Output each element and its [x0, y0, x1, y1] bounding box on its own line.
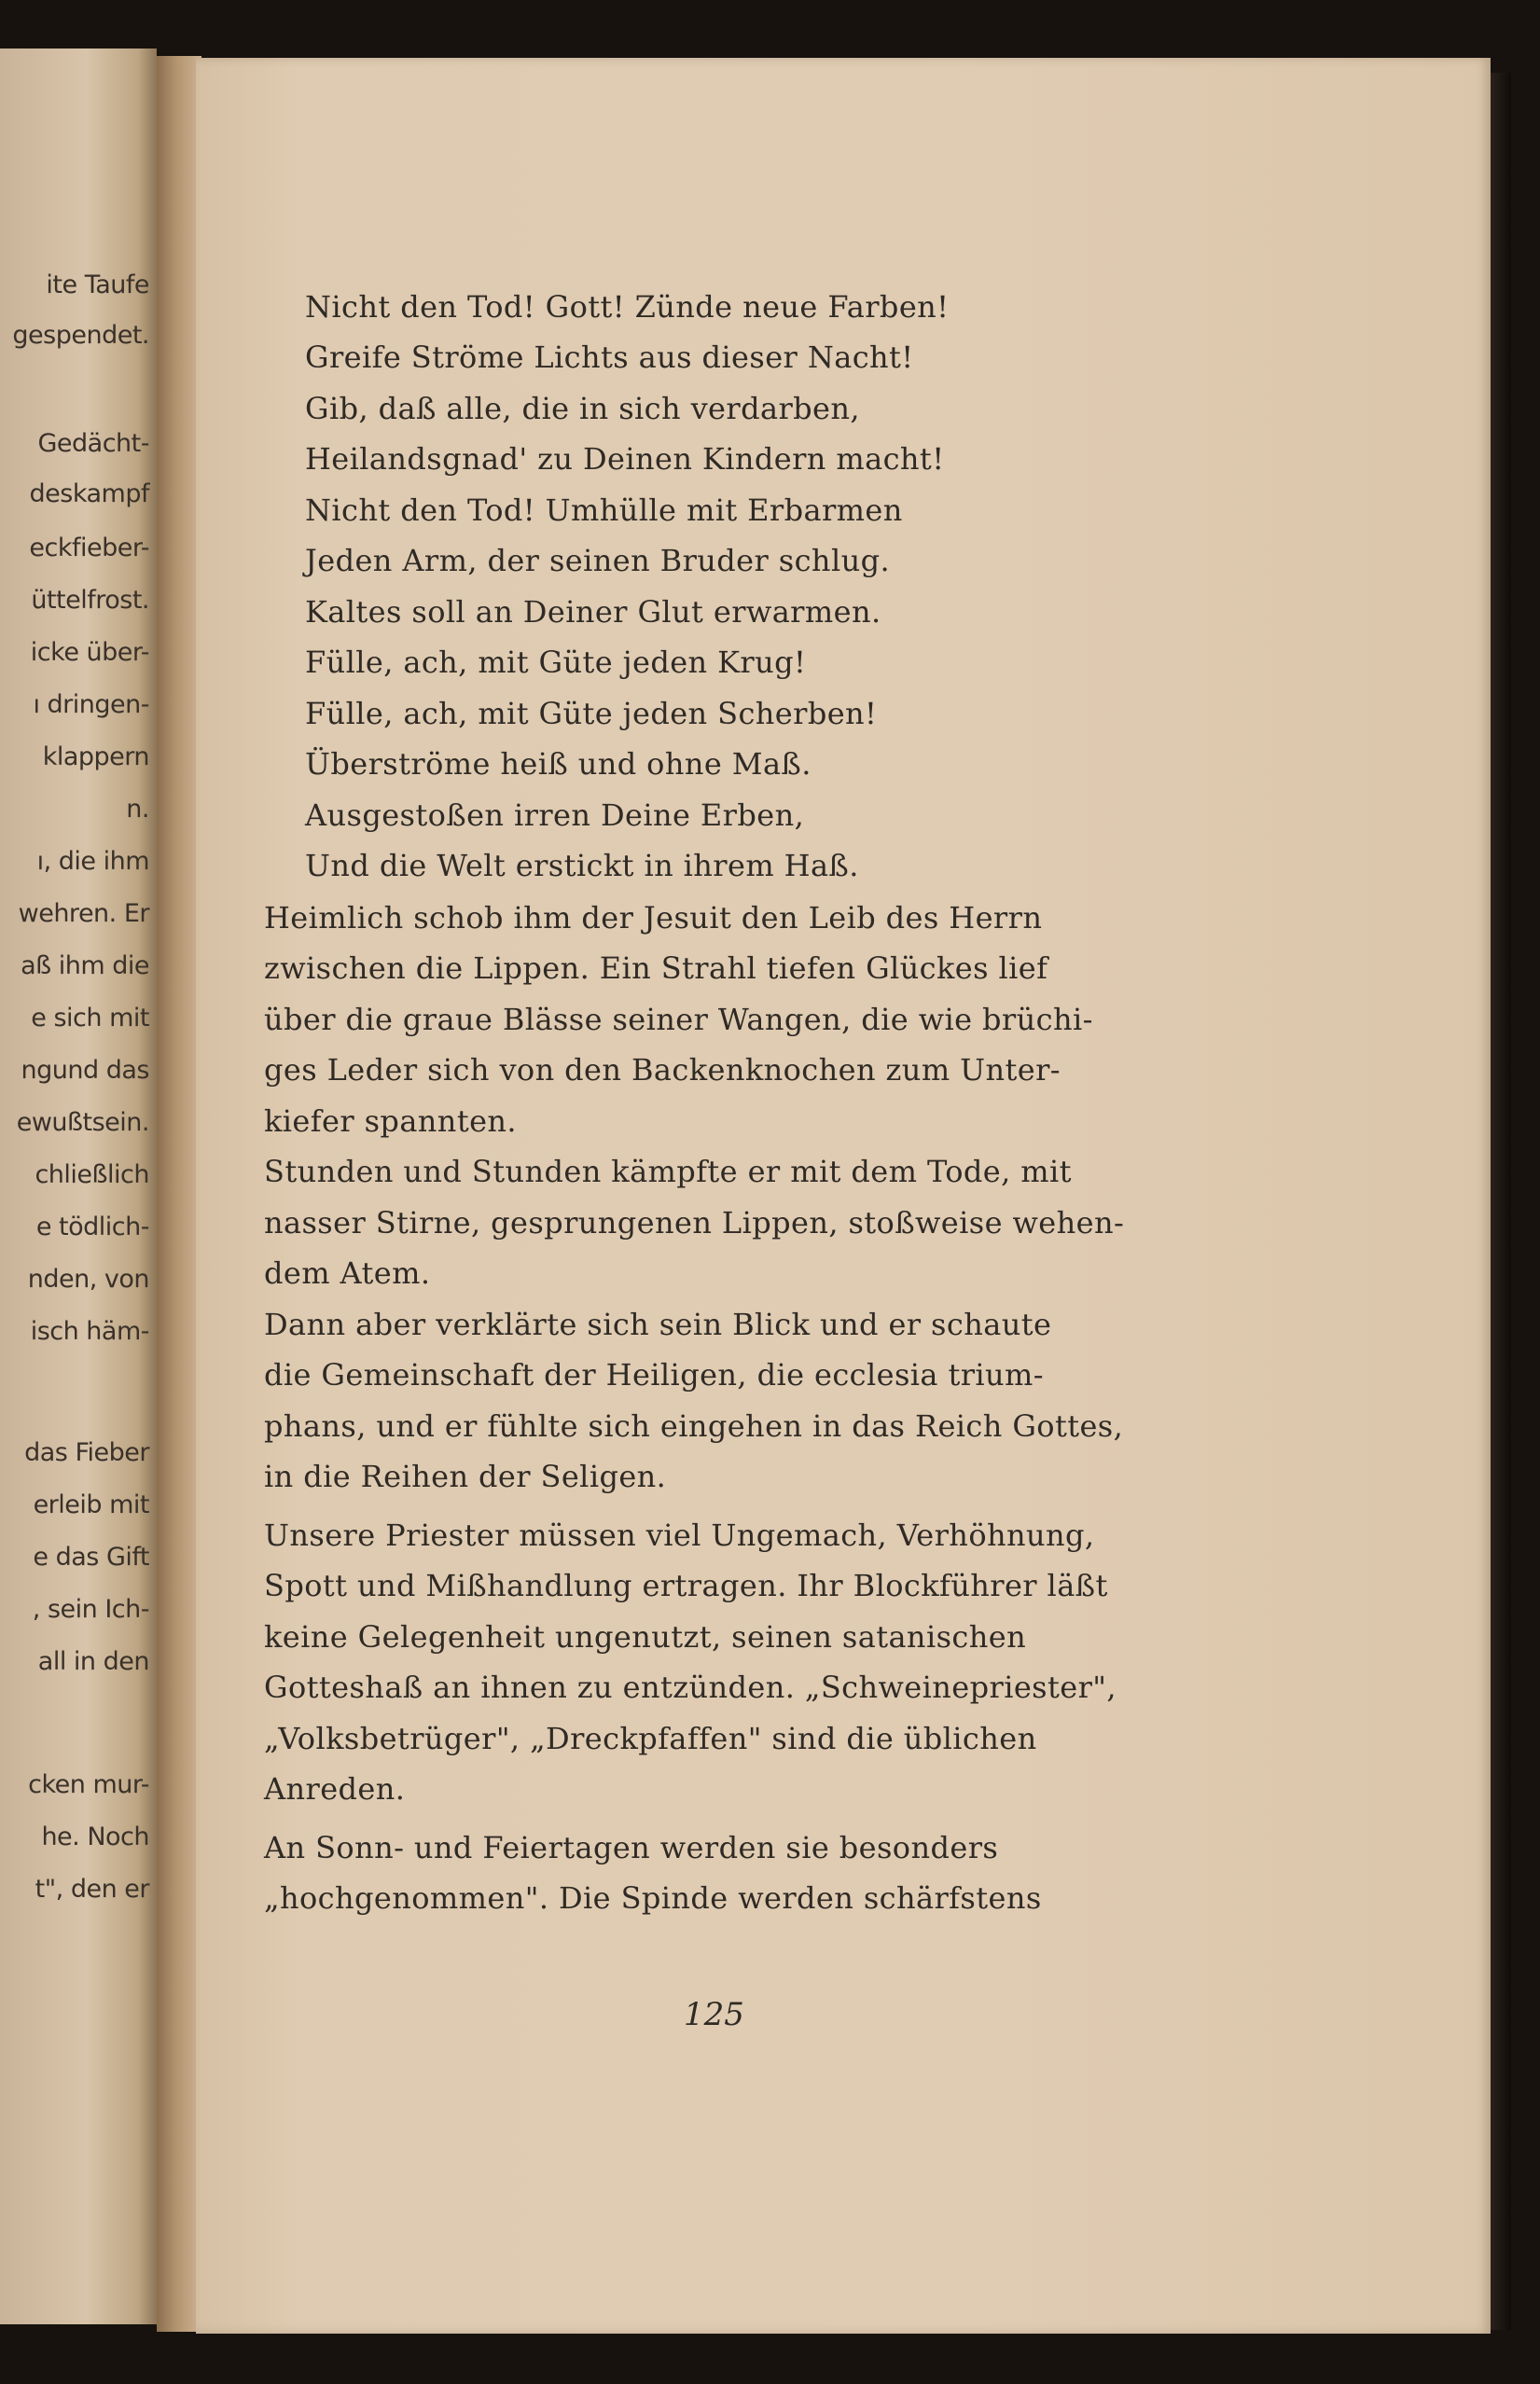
prose-line: Anreden. [264, 1771, 406, 1807]
prose-line: „hochgenommen". Die Spinde werden schärfstens [264, 1880, 1042, 1916]
prose-line: in die Reihen der Seligen. [264, 1459, 667, 1494]
prose-line: Dann aber verklärte sich sein Blick und er schaute [264, 1307, 1052, 1342]
left-text-line: das Fieber [24, 1438, 149, 1467]
prose-line: zwischen die Lippen. Ein Strahl tiefen Glückes lief [264, 950, 1048, 986]
left-text-line: eckfieber- [29, 534, 149, 562]
page-number: 125 [684, 1996, 744, 2033]
left-text-line: ite Taufe [46, 270, 149, 299]
left-text-line: chließlich [35, 1160, 149, 1189]
verse-line: Fülle, ach, mit Güte jeden Krug! [305, 645, 807, 680]
verse-line: Überströme heiß und ohne Maß. [305, 746, 812, 782]
prose-line: An Sonn- und Feiertagen werden sie besonders [264, 1830, 999, 1865]
verse-line: Kaltes soll an Deiner Glut erwarmen. [305, 594, 881, 630]
verse-line: Heilandsgnad' zu Deinen Kindern macht! [305, 441, 945, 477]
prose-line: Heimlich schob ihm der Jesuit den Leib des Herrn [264, 900, 1043, 936]
left-text-line: wehren. Er [18, 899, 149, 928]
prose-line: Gotteshaß an ihnen zu entzünden. „Schweinepriester", [264, 1670, 1117, 1705]
prose-line: Unsere Priester müssen viel Ungemach, Verhöhnung, [264, 1518, 1095, 1553]
left-text-line: he. Noch [41, 1823, 149, 1851]
verse-line: Nicht den Tod! Gott! Zünde neue Farben! [305, 289, 950, 325]
left-text-line: ı dringen- [33, 690, 149, 719]
verse-line: Jeden Arm, der seinen Bruder schlug. [305, 543, 891, 578]
prose-line: nasser Stirne, gesprungenen Lippen, stoßweise wehen- [264, 1205, 1125, 1241]
prose-line: dem Atem. [264, 1255, 431, 1291]
left-text-line: aß ihm die [21, 951, 149, 980]
verse-line: Fülle, ach, mit Güte jeden Scherben! [305, 696, 878, 731]
left-text-line: , sein Ich- [32, 1595, 149, 1624]
left-text-line: n. [126, 795, 149, 824]
left-text-line: üttelfrost. [31, 586, 149, 615]
left-text-line: Gedächt- [37, 429, 149, 458]
prose-line: ges Leder sich von den Backenknochen zum Unter- [264, 1052, 1061, 1088]
prose-line: die Gemeinschaft der Heiligen, die ecclesia trium- [264, 1357, 1045, 1393]
left-text-line: cken mur- [28, 1770, 149, 1799]
left-text-line: deskampf [29, 479, 149, 508]
left-text-line: e das Gift [33, 1543, 149, 1572]
prose-line: kiefer spannten. [264, 1103, 517, 1139]
verse-line: Und die Welt erstickt in ihrem Haß. [305, 848, 859, 883]
left-text-line: isch häm- [30, 1317, 149, 1346]
book-cover-edge [1491, 73, 1511, 2330]
left-text-line: ı, die ihm [36, 847, 149, 876]
left-text-line: e tödlich- [35, 1213, 149, 1241]
prose-line: über die graue Blässe seiner Wangen, die wie brüchi- [264, 1002, 1093, 1037]
page-text [196, 58, 1491, 2334]
left-text-line: all in den [37, 1647, 149, 1676]
verse-line: Greife Ströme Lichts aus dieser Nacht! [305, 340, 914, 375]
verse-line: Ausgestoßen irren Deine Erben, [305, 797, 805, 833]
prose-line: „Volksbetrüger", „Dreckpfaffen" sind die üblichen [264, 1721, 1037, 1756]
prose-line: Spott und Mißhandlung ertragen. Ihr Blockführer läßt [264, 1568, 1108, 1603]
left-page-fragment [0, 49, 157, 2324]
prose-line: phans, und er fühlte sich eingehen in das Reich Gottes, [264, 1408, 1124, 1444]
left-text-line: nden, von [27, 1265, 149, 1294]
left-text-line: e sich mit [31, 1004, 149, 1033]
left-text-line: ewußtsein. [16, 1108, 149, 1137]
left-text-line: ngund das [21, 1056, 149, 1085]
verse-line: Gib, daß alle, die in sich verdarben, [305, 391, 860, 426]
prose-line: Stunden und Stunden kämpfte er mit dem Tode, mit [264, 1154, 1072, 1189]
left-text-line: erleib mit [33, 1490, 149, 1519]
book-gutter [157, 56, 201, 2332]
left-text-line: t", den er [35, 1875, 149, 1904]
right-page [196, 58, 1491, 2334]
verse-line: Nicht den Tod! Umhülle mit Erbarmen [305, 492, 903, 528]
left-text-line: klappern [42, 742, 149, 771]
prose-line: keine Gelegenheit ungenutzt, seinen satanischen [264, 1619, 1027, 1655]
left-text-line: gespendet. [12, 321, 149, 350]
left-text-line: icke über- [30, 638, 149, 667]
